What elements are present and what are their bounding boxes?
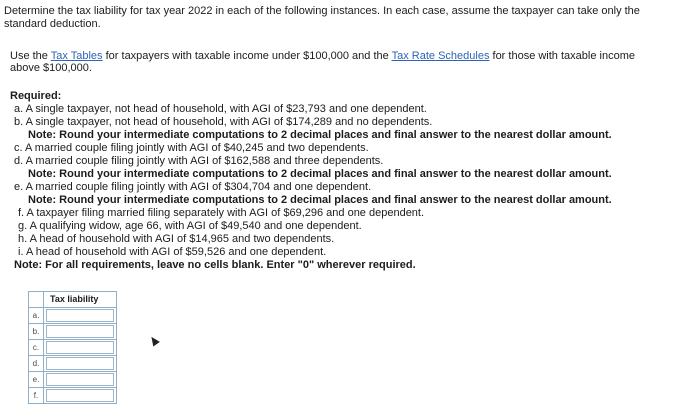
tax-liability-input-f[interactable]: [46, 389, 114, 402]
usage-line-2: above $100,000.: [10, 62, 92, 74]
tax-liability-input-d[interactable]: [46, 357, 114, 370]
usage-suffix: for those with taxable income: [489, 50, 635, 62]
tax-liability-cell-a: [44, 308, 117, 324]
tax-liability-cell-c: [44, 340, 117, 356]
row-label-e: e.: [29, 372, 44, 388]
answer-table-corner: [29, 292, 44, 308]
tax-liability-cell-f: [44, 388, 117, 404]
item-i: i. A head of household with AGI of $59,526 and one dependent.: [18, 246, 327, 258]
instructions-line-1: Determine the tax liability for tax year 2022 in each of the following instances. In each case, assume the taxpayer can take only the: [4, 5, 640, 17]
item-a: a. A single taxpayer, not head of household, with AGI of $23,793 and one dependent.: [14, 103, 427, 115]
row-label-f: f.: [29, 388, 44, 404]
table-row: [29, 340, 117, 356]
table-row: [29, 324, 117, 340]
usage-line-1: [10, 50, 635, 63]
item-e: e. A married couple filing jointly with AGI of $304,704 and one dependent.: [14, 181, 372, 193]
table-row: [29, 388, 117, 404]
answer-table-header-row: [29, 292, 117, 308]
item-h: h. A head of household with AGI of $14,965 and two dependents.: [18, 233, 335, 245]
tax-liability-header: Tax liability: [44, 292, 117, 308]
instructions-line-2: standard deduction.: [4, 18, 101, 30]
item-d: d. A married couple filing jointly with AGI of $162,588 and three dependents.: [14, 155, 384, 167]
usage-prefix: Use the: [10, 50, 51, 62]
row-label-d: d.: [29, 356, 44, 372]
table-row: [29, 356, 117, 372]
row-label-a: a.: [29, 308, 44, 324]
note-b: Note: Round your intermediate computations to 2 decimal places and final answer to the nearest dollar amount.: [28, 129, 612, 141]
note-d: Note: Round your intermediate computations to 2 decimal places and final answer to the nearest dollar amount.: [28, 168, 612, 180]
required-heading: Required:: [10, 90, 62, 102]
usage-middle: for taxpayers with taxable income under $100,000 and the: [102, 50, 392, 62]
tax-liability-input-e[interactable]: [46, 373, 114, 386]
item-c: c. A married couple filing jointly with AGI of $40,245 and two dependents.: [14, 142, 369, 154]
tax-liability-input-b[interactable]: [46, 325, 114, 338]
tax-liability-cell-b: [44, 324, 117, 340]
mouse-cursor-icon: [148, 335, 160, 347]
tax-liability-input-c[interactable]: [46, 341, 114, 354]
tax-liability-cell-e: [44, 372, 117, 388]
item-f: f. A taxpayer filing married filing separately with AGI of $69,296 and one dependent.: [18, 207, 425, 219]
tax-liability-cell-d: [44, 356, 117, 372]
item-b: b. A single taxpayer, not head of household, with AGI of $174,289 and no dependents.: [14, 116, 433, 128]
row-label-b: b.: [29, 324, 44, 340]
table-row: [29, 308, 117, 324]
answer-table: [28, 291, 117, 404]
item-g: g. A qualifying widow, age 66, with AGI of $49,540 and one dependent.: [18, 220, 362, 232]
table-row: [29, 372, 117, 388]
tax-liability-input-a[interactable]: [46, 309, 114, 322]
tax-rate-schedules-link[interactable]: Tax Rate Schedules: [391, 50, 490, 62]
note-all: Note: For all requirements, leave no cells blank. Enter "0" wherever required.: [14, 259, 416, 271]
row-label-c: c.: [29, 340, 44, 356]
tax-tables-link[interactable]: Tax Tables: [50, 50, 103, 62]
note-e: Note: Round your intermediate computations to 2 decimal places and final answer to the nearest dollar amount.: [28, 194, 612, 206]
